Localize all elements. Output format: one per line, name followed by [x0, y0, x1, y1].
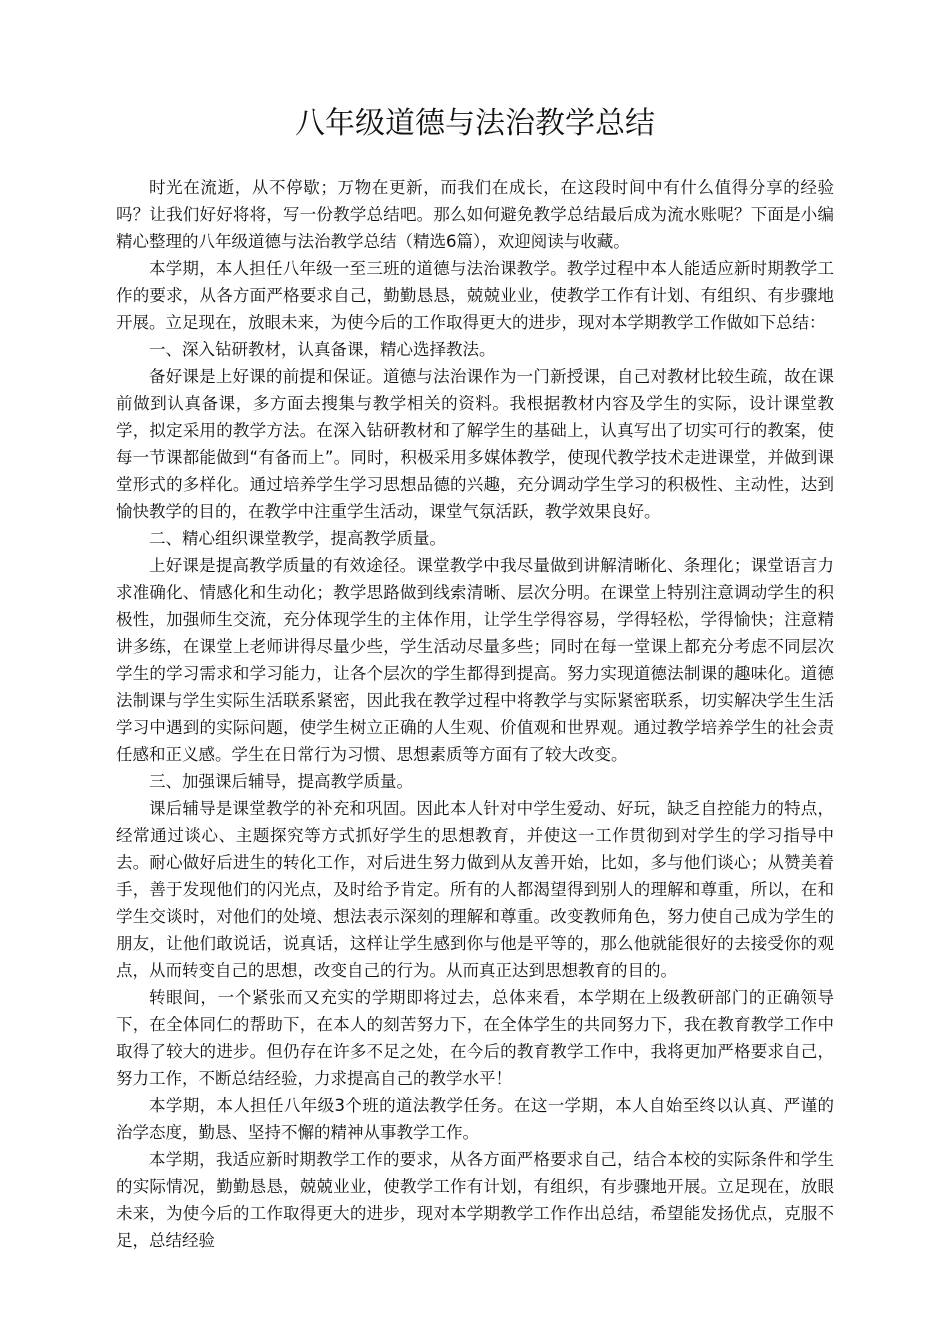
document-body	[116, 174, 834, 1254]
paragraph-classroom: 上好课是提高教学质量的有效途径。课堂教学中我尽量做到讲解清晰化、条理化；课堂语言力求准确化、情感化和生动化；教学思路做到线索清晰、层次分明。在课堂上特别注意调动学生的积极性，加强师生交流，充分体现学生的主体作用，让学生学得容易，学得轻松，学得愉快；注意精讲多练，在课堂上老师讲得尽量少些，学生活动尽量多些；同时在每一堂课上都充分考虑不同层次学生的学习需求和学习能力，让各个层次的学生都得到提高。努力实现道德法制课的趣味化。道德法制课与学生实际生活联系紧密，因此我在教学过程中将教学与实际紧密联系，切实解决学生生活学习中遇到的实际问题，使学生树立正确的人生观、价值观和世界观。通过教学培养学生的社会责任感和正义感。学生在日常行为习惯、思想素质等方面有了较大改变。	[116, 556, 834, 764]
paragraph-second-summary-body: 本学期，我适应新时期教学工作的要求，从各方面严格要求自己，结合本校的实际条件和学生的实际情况，勤勤恳恳，兢兢业业，使教学工作有计划，有组织，有步骤地开展。立足现在，放眼未来，为使今后的工作取得更大的进步，现对本学期教学工作作出总结，希望能发扬优点，克服不足，总结经验	[116, 1150, 834, 1250]
paragraph-second-summary-intro: 本学期，本人担任八年级3个班的道法教学任务。在这一学期，本人自始至终以认真、严谨的治学态度，勤恳、坚持不懈的精神从事教学工作。	[116, 1096, 834, 1142]
section-heading-2: 二、精心组织课堂教学，提高教学质量。	[149, 529, 446, 548]
document-title: 八年级道德与法治教学总结	[295, 106, 655, 141]
section-heading-1: 一、深入钻研教材，认真备课，精心选择教法。	[149, 340, 496, 359]
paragraph-tutoring: 课后辅导是课堂教学的补充和巩固。因此本人针对中学生爱动、好玩，缺乏自控能力的特点，经常通过谈心、主题探究等方式抓好学生的思想教育，并使这一工作贯彻到对学生的学习指导中去。耐心做好后进生的转化工作，对后进生努力做到从友善开始，比如，多与他们谈心；从赞美着手，善于发现他们的闪光点，及时给予肯定。所有的人都渴望得到别人的理解和尊重，所以，在和学生交谈时，对他们的处境、想法表示深刻的理解和尊重。改变教师角色，努力使自己成为学生的朋友，让他们敢说话，说真话，这样让学生感到你与他是平等的，那么他就能很好的去接受你的观点，从而转变自己的思想，改变自己的行为。从而真正达到思想教育的目的。	[116, 799, 834, 980]
paragraph-intro: 时光在流逝，从不停歇；万物在更新，而我们在成长，在这段时间中有什么值得分享的经验吗？让我们好好将将，写一份教学总结吧。那么如何避免教学总结最后成为流水账呢？下面是小编精心整理的八年级道德与法治教学总结（精选6篇），欢迎阅读与收藏。	[116, 178, 834, 251]
paragraph-overview: 本学期，本人担任八年级一至三班的道德与法治课教学。教学过程中本人能适应新时期教学工作的要求，从各方面严格要求自己，勤勤恳恳，兢兢业业，使教学工作有计划、有组织、有步骤地开展。立足现在，放眼未来，为使今后的工作取得更大的进步，现对本学期教学工作做如下总结：	[116, 259, 834, 332]
paragraph-lesson-prep: 备好课是上好课的前提和保证。道德与法治课作为一门新授课，自己对教材比较生疏，故在课前做到认真备课，多方面去搜集与教学相关的资料。我根据教材内容及学生的实际，设计课堂教学，拟定采用的教学方法。在深入钻研教材和了解学生的基础上，认真写出了切实可行的教案，使每一节课都能做到“有备而上”。同时，积极采用多媒体教学，使现代教学技术走进课堂，并做到课堂形式的多样化。通过培养学生学习思想品德的兴趣，充分调动学生学习的积极性、主动性，达到愉快教学的目的，在教学中注重学生活动，课堂气氛活跃，教学效果良好。	[116, 367, 834, 521]
section-heading-3: 三、加强课后辅导，提高教学质量。	[149, 772, 413, 791]
paragraph-conclusion: 转眼间，一个紧张而又充实的学期即将过去，总体来看，本学期在上级教研部门的正确领导下，在全体同仁的帮助下，在本人的刻苦努力下，在全体学生的共同努力下，我在教育教学工作中取得了较大的进步。但仍存在许多不足之处，在今后的教育教学工作中，我将更加严格要求自己，努力工作，不断总结经验，力求提高自己的教学水平！	[116, 988, 834, 1088]
